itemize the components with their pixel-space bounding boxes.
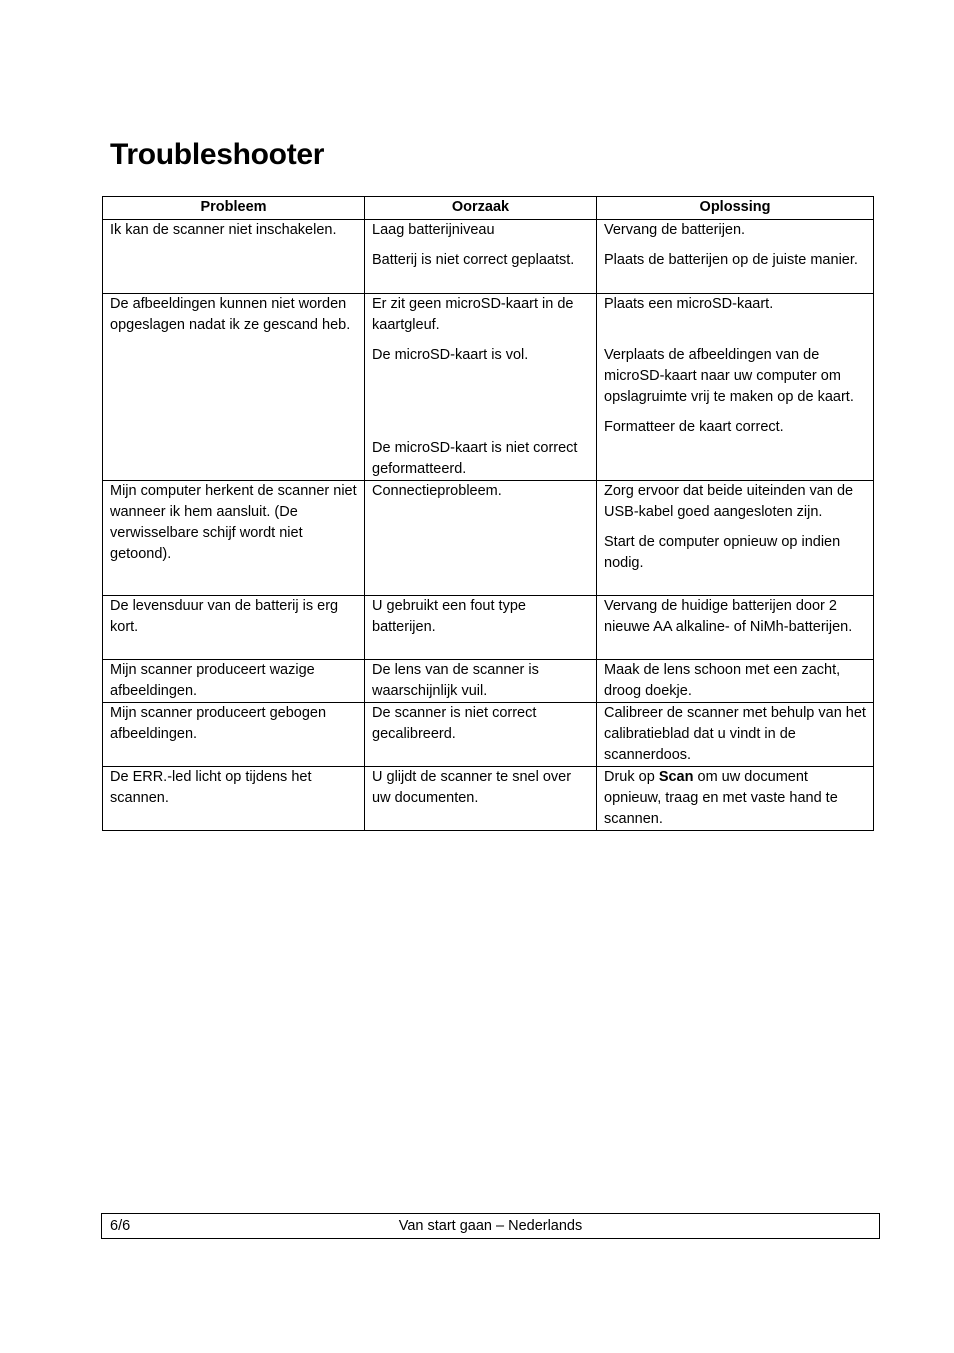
solution-text: Zorg ervoor dat beide uiteinden van de USB-kabel goed aangesloten zijn. [604, 483, 854, 520]
solution-text: Start de computer opnieuw op indien nodig. [604, 534, 841, 571]
solution-cell [597, 660, 874, 703]
problem-cell [103, 703, 365, 767]
problem-text: Mijn scanner produceert wazige afbeeldingen. [110, 662, 315, 699]
solution-cell [597, 596, 874, 660]
problem-text: Ik kan de scanner niet inschakelen. [110, 222, 337, 238]
problem-cell [103, 294, 365, 481]
cause-text: De scanner is niet correct gecalibreerd. [372, 705, 537, 742]
table-row [103, 703, 874, 767]
table-row [103, 294, 874, 481]
cause-text: De lens van de scanner is waarschijnlijk vuil. [372, 662, 539, 699]
solution-text: Vervang de huidige batterijen door 2 nieuwe AA alkaline- of NiMh-batterijen. [604, 598, 853, 635]
problem-text: De levensduur van de batterij is erg kort. [110, 598, 339, 635]
solution-text: Vervang de batterijen. [604, 222, 746, 238]
page-footer [101, 1213, 880, 1239]
cause-text: U glijdt de scanner te snel over uw documenten. [372, 769, 572, 806]
cause-cell [365, 294, 597, 481]
problem-cell [103, 596, 365, 660]
cause-text: Er zit geen microSD-kaart in de kaartgleuf. [372, 296, 574, 333]
cause-cell [365, 481, 597, 596]
table-row [103, 596, 874, 660]
cause-cell [365, 220, 597, 294]
table-row [103, 220, 874, 294]
solution-text: Verplaats de afbeeldingen van de microSD-kaart naar uw computer om opslagruimte vrij te maken op de kaart. [604, 347, 854, 405]
solution-text: Formatteer de kaart correct. [604, 419, 784, 435]
problem-cell [103, 767, 365, 831]
page-title: Troubleshooter [110, 138, 325, 171]
column-header-problem: Probleem [103, 197, 365, 220]
solution-text-after: om uw document opnieuw, traag en met vaste hand te scannen. [604, 769, 838, 827]
solution-text: Plaats de batterijen op de juiste manier. [604, 252, 858, 268]
solution-cell [597, 703, 874, 767]
problem-cell [103, 481, 365, 596]
solution-text: Plaats een microSD-kaart. [604, 296, 774, 312]
solution-cell [597, 767, 874, 831]
table-row [103, 660, 874, 703]
solution-text [604, 767, 866, 830]
cause-text: Batterij is niet correct geplaatst. [372, 252, 575, 268]
table-row [103, 481, 874, 596]
problem-cell [103, 660, 365, 703]
solution-cell [597, 481, 874, 596]
cause-text: Laag batterijniveau [372, 222, 495, 238]
problem-text: Mijn scanner produceert gebogen afbeeldingen. [110, 705, 327, 742]
cause-cell [365, 767, 597, 831]
problem-text: De afbeeldingen kunnen niet worden opgeslagen nadat ik ze gescand heb. [110, 296, 351, 333]
problem-text: De ERR.-led licht op tijdens het scannen. [110, 769, 312, 806]
scan-button-label: Scan [658, 769, 694, 785]
column-header-cause: Oorzaak [365, 197, 597, 220]
footer-text: Van start gaan – Nederlands [398, 1218, 583, 1234]
troubleshooter-table [102, 196, 874, 831]
cause-text: Connectieprobleem. [372, 483, 502, 499]
cause-cell [365, 596, 597, 660]
problem-cell [103, 220, 365, 294]
cause-cell [365, 703, 597, 767]
cause-cell [365, 660, 597, 703]
table-row [103, 767, 874, 831]
page-number: 6/6 [110, 1218, 131, 1234]
problem-text: Mijn computer herkent de scanner niet wanneer ik hem aansluit. (De verwisselbare schijf wordt niet getoond). [110, 483, 357, 562]
solution-text: Calibreer de scanner met behulp van het calibratieblad dat u vindt in de scannerdoos. [604, 705, 866, 763]
cause-text: De microSD-kaart is vol. [372, 347, 529, 363]
solution-text-before: Druk op [604, 769, 659, 785]
solution-cell [597, 220, 874, 294]
solution-cell [597, 294, 874, 481]
column-header-solution: Oplossing [597, 197, 874, 220]
cause-text: De microSD-kaart is niet correct geformatteerd. [372, 440, 578, 477]
cause-text: U gebruikt een fout type batterijen. [372, 598, 526, 635]
table-header-row [103, 197, 874, 220]
solution-text: Maak de lens schoon met een zacht, droog doekje. [604, 662, 841, 699]
